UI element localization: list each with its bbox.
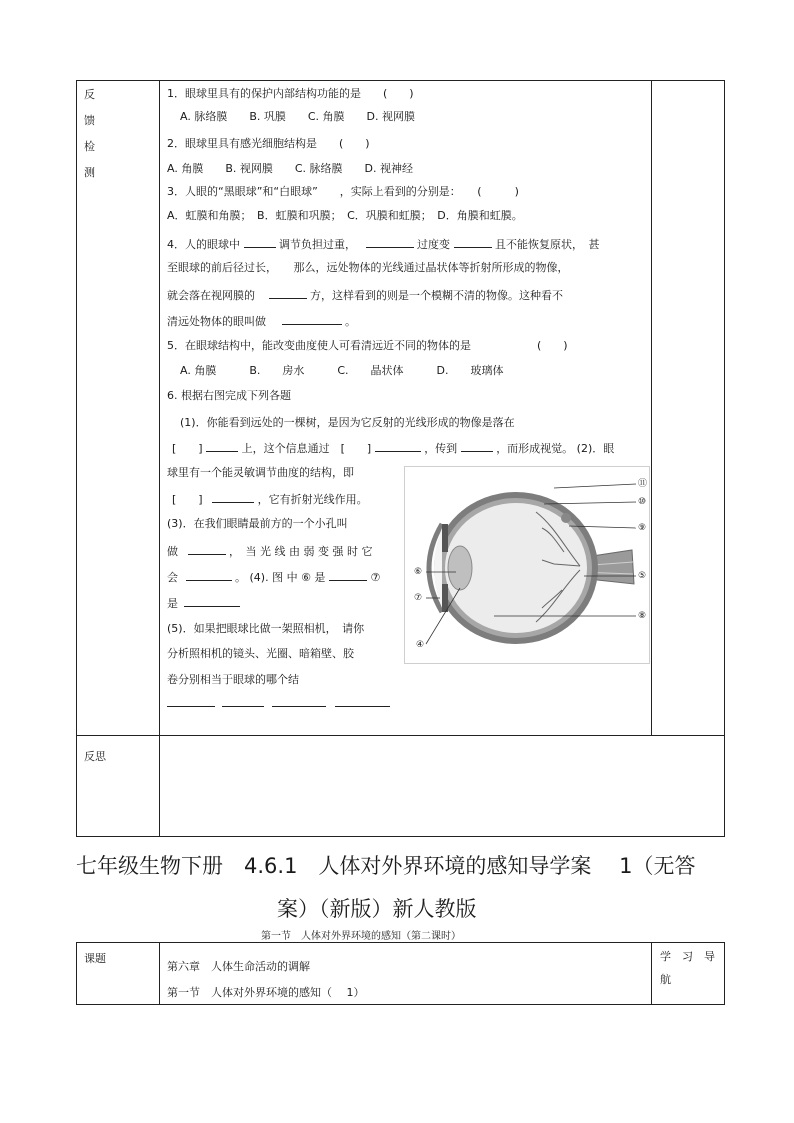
q4-part-b: 调节负担过重， [279, 238, 356, 251]
question-2: 2．眼球里具有感光细胞结构是 ( ) [167, 137, 370, 150]
document-title-line-1: 七年级生物下册 4.6.1 人体对外界环境的感知导学案 1（无答 [76, 854, 696, 878]
q4-part-a: 4．人的眼球中 [167, 238, 240, 251]
diagram-label-5: ⑤ [638, 571, 647, 581]
document-title-line-2: 案）（新版）新人教版 [277, 897, 477, 921]
q4-line4-b: 。 [345, 315, 356, 328]
diagram-label-8: ⑧ [638, 611, 647, 621]
q4-blank-5[interactable] [282, 313, 342, 325]
table2-right-header-1: 学 习 导 [660, 950, 715, 963]
q6-3-b: ， 当 光 线 由 弱 变 强 时 它 [229, 545, 373, 558]
q6-bracket-2: [ ] [172, 493, 203, 506]
q6-part-c: ，传到 [424, 442, 458, 455]
q4-blank-2[interactable] [366, 236, 414, 248]
diagram-label-9: ⑨ [638, 523, 647, 533]
question-6-3: (3)．在我们眼睛最前方的一个小孔叫 [167, 517, 348, 530]
table1-mid-border [76, 735, 725, 736]
q4-part-d: 且不能恢复原状， 甚 [495, 238, 600, 251]
table2-right-border [724, 942, 725, 1005]
row-label-feedback-4: 测 [84, 166, 95, 179]
question-6-5: (5)．如果把眼球比做一架照相机， 请你 [167, 622, 365, 635]
question-1-options: A. 脉络膜 B. 巩膜 C. 角膜 D. 视网膜 [180, 110, 416, 123]
q6-3-d: 。 (4). 图 中 ⑥ 是 [235, 571, 326, 584]
q6-3-f: 是 [167, 597, 178, 610]
diagram-label-11: ⑪ [638, 479, 648, 489]
row-label-feedback-2: 馈 [84, 114, 95, 127]
q6-blank-4[interactable] [212, 491, 254, 503]
question-6-3-line-2 [167, 543, 372, 559]
answer-line-2[interactable] [222, 706, 264, 707]
question-1: 1．眼球里具有的保护内部结构功能的是 ( ) [167, 87, 414, 100]
diagram-label-10: ⑩ [638, 497, 647, 507]
q6-part-d: ，而形成视觉。 (2)．眼 [496, 442, 615, 455]
question-6: 6. 根据右图完成下列各题 [167, 389, 291, 402]
q6-2-rest: ，它有折射光线作用。 [257, 493, 368, 506]
q6-blank-8[interactable] [184, 595, 240, 607]
table1-col-divider-2 [651, 80, 652, 736]
table2-right-header-2: 航 [660, 973, 671, 986]
q6-part-b: 上，这个信息通过 [ ] [241, 442, 372, 455]
table2-label-topic: 课题 [84, 952, 106, 965]
row-label-feedback-1: 反 [84, 88, 95, 101]
eye-diagram [404, 466, 650, 664]
q6-bracket-1: [ ] [172, 442, 203, 455]
q6-3-e: ⑦ [370, 571, 381, 584]
q4-line3-b: 方，这样看到的则是一个模糊不清的物像。这种看不 [310, 289, 563, 302]
q4-blank-1[interactable] [244, 236, 276, 248]
question-4-line-3 [167, 287, 563, 303]
q4-part-c: 过度变 [417, 238, 450, 251]
question-6-3-line-3 [167, 569, 380, 585]
table1-top-border [76, 80, 725, 81]
table2-left-border [76, 942, 77, 1005]
question-2-options: A. 角膜 B. 视网膜 C. 脉络膜 D. 视神经 [167, 162, 414, 175]
question-4-line-1 [167, 236, 600, 252]
row-label-reflection: 反思 [84, 750, 106, 763]
question-3: 3．人眼的“黑眼球”和“白眼球” ，实际上看到的分别是： ( ) [167, 185, 519, 198]
table1-bottom-border [76, 836, 725, 837]
question-6-2: 球里有一个能灵敏调节曲度的结构，即 [167, 466, 354, 479]
table2-bottom-border [76, 1004, 725, 1005]
question-4-line-2: 至眼球的前后径过长， 那么，远处物体的光线通过晶状体等折射所形成的物像， [167, 261, 569, 274]
table2-col-divider-2 [651, 942, 652, 1005]
question-6-5-line-2: 分析照相机的镜头、光圈、暗箱壁、胶 [167, 647, 354, 660]
q4-blank-4[interactable] [269, 287, 307, 299]
row-label-feedback-3: 检 [84, 140, 95, 153]
q6-blank-3[interactable] [461, 440, 493, 452]
answer-line-1[interactable] [167, 706, 215, 707]
question-6-1: (1)．你能看到远处的一棵树，是因为它反射的光线形成的物像是落在 [180, 416, 515, 429]
question-3-options: A．虹膜和角膜； B．虹膜和巩膜； C．巩膜和虹膜； D．角膜和虹膜。 [167, 209, 523, 222]
question-5-options: A. 角膜 B. 房水 C. 晶状体 D. 玻璃体 [180, 364, 504, 377]
diagram-label-6: ⑥ [414, 567, 423, 577]
diagram-label-7: ⑦ [414, 593, 423, 603]
table1-left-border [76, 80, 77, 837]
q6-blank-6[interactable] [186, 569, 232, 581]
answer-line-4[interactable] [335, 706, 390, 707]
table1-right-border [724, 80, 725, 837]
table2-section: 第一节 人体对外界环境的感知（ 1） [167, 986, 365, 999]
question-6-3-line-4 [167, 595, 240, 611]
diagram-label-4: ④ [416, 640, 425, 650]
q6-blank-7[interactable] [329, 569, 367, 581]
q4-line4-a: 清远处物体的眼叫做 [167, 315, 266, 328]
q6-blank-5[interactable] [188, 543, 226, 555]
q6-3-c: 会 [167, 571, 178, 584]
document-subtitle: 第一节 人体对外界环境的感知（第二课时） [261, 931, 461, 942]
q6-3-a: 做 [167, 545, 178, 558]
question-6-2-blank [172, 491, 368, 507]
table2-chapter: 第六章 人体生命活动的调解 [167, 960, 310, 973]
q6-blank-2[interactable] [375, 440, 421, 452]
answer-line-3[interactable] [272, 706, 326, 707]
question-4-line-4 [167, 313, 356, 329]
q4-blank-3[interactable] [454, 236, 492, 248]
question-5: 5．在眼球结构中，能改变曲度使人可看清远近不同的物体的是 ( ) [167, 339, 568, 352]
eye-diagram-svg [404, 466, 650, 664]
table2-top-border [76, 942, 725, 943]
q6-blank-1[interactable] [206, 440, 238, 452]
question-6-1-blanks [172, 440, 614, 456]
q4-line3-a: 就会落在视网膜的 [167, 289, 255, 302]
table2-col-divider-1 [159, 942, 160, 1005]
table1-col-divider-1 [159, 80, 160, 837]
question-6-5-line-3: 卷分别相当于眼球的哪个结 [167, 673, 299, 686]
